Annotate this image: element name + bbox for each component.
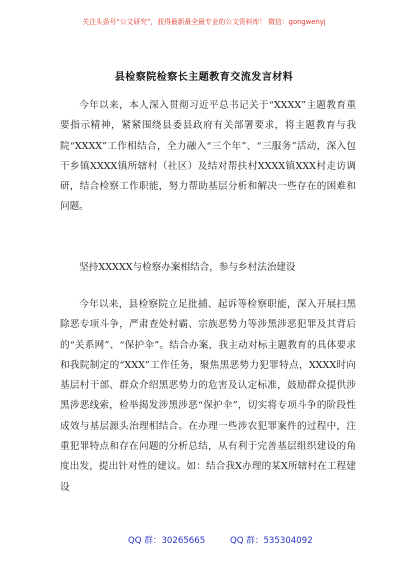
section-heading-block [60,258,356,278]
header-banner: 关注头条号“公文研究”，获得最新最全最专业的公文资料库！ 微信：gongwenyj [82,18,326,26]
document-title: 县检察院检察长主题教育交流发言材料 [114,72,294,83]
body-paragraph-block [60,295,356,498]
intro-paragraph: 今年以来，本人深入贯彻习近平总书记关于“XXXX”主题教育重要指示精神，紧紧围绕县委县政府有关部署要求，将主题教育与我院“XXXX”工作相结合，全力融入“三个年”、“三服务”活动，深入包干乡镇XXXX镇所辖村（社区）及结对帮扶村XXXX镇XXX村走访调研，结合检察工作职能，努力帮助基层分析和解决一些存在的困难和问题。 [60,100,356,213]
intro-paragraph-block [60,96,356,218]
qq-group-1: QQ 群：30265665 [128,536,206,546]
qq-group-2: QQ 群：535304092 [230,536,313,546]
section-heading: 坚持XXXXX与检察办案相结合，参与乡村法治建设 [79,262,296,273]
body-paragraph: 今年以来，县检察院立足批捕、起诉等检察职能，深入开展扫黑除恶专项斗争，严肃查处村霸、宗族恶势力等涉黑涉恶犯罪及其背后的“关系网”、“保护伞”。结合办案，我主动对标主题教育的具体要求和我院制定的“XXX”工作任务，聚焦黑恶势力犯罪特点，XXXX时向基层村干部、群众介绍黑恶势力的危害及认定标准，鼓励群众提供涉黑涉恶线索，检举揭发涉黑涉恶“保护伞”，切实将专项斗争的阶段性成效与基层源头治理相结合。在办理一些涉农犯罪案件的过程中，注重犯罪特点和存在问题的分析总结，从有利于完善基层组织建设的角度出发，提出针对性的建议。如：结合我X办理的某X所辖村在工程建设 [60,299,356,493]
